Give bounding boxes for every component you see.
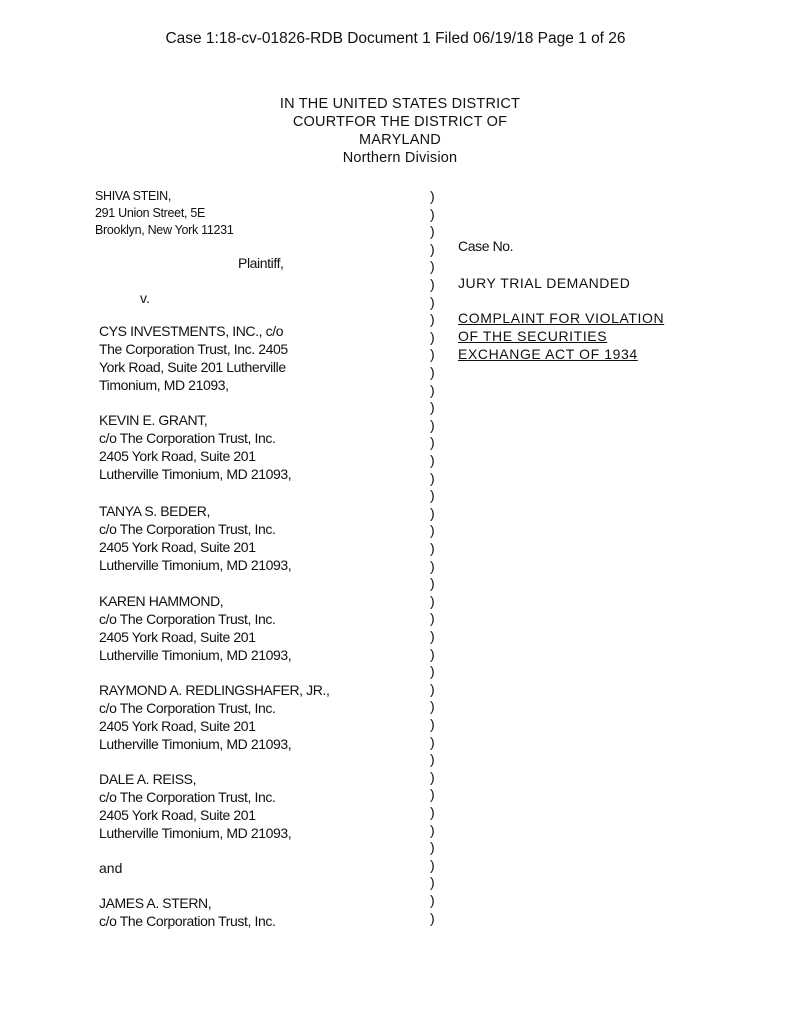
caption-paren: ) (430, 346, 435, 363)
caption-paren: ) (430, 821, 435, 838)
caption-paren: ) (430, 188, 435, 204)
complaint-line: EXCHANGE ACT OF 1934 (458, 346, 638, 362)
caption-paren: ) (430, 751, 435, 768)
defendant-block (99, 322, 288, 394)
caption-paren: ) (430, 276, 435, 292)
defendant-address: The Corporation Trust, Inc. 2405 (99, 341, 288, 357)
caption-paren: ) (430, 663, 435, 680)
caption-paren: ) (430, 733, 435, 750)
defendant-name: RAYMOND A. REDLINGSHAFER, JR., (99, 682, 330, 698)
defendant-address: c/o The Corporation Trust, Inc. (99, 913, 276, 929)
caption-paren: ) (430, 522, 435, 539)
defendant-address: c/o The Corporation Trust, Inc. (99, 611, 276, 627)
caption-paren: ) (430, 645, 435, 662)
caption-paren: ) (430, 540, 435, 556)
caption-paren: ) (430, 293, 435, 310)
caption-paren: ) (430, 364, 435, 380)
court-line: Northern Division (342, 150, 458, 166)
caption-paren: ) (430, 205, 435, 222)
defendant-name: DALE A. REISS, (99, 771, 197, 787)
caption-paren: ) (430, 328, 435, 345)
caption-paren: ) (430, 311, 435, 328)
defendant-address: 2405 York Road, Suite 201 (99, 718, 256, 734)
court-line: COURTFOR THE DISTRICT OF (292, 114, 508, 130)
caption-paren: ) (430, 399, 435, 416)
caption-paren: ) (430, 469, 435, 486)
caption-paren: ) (430, 592, 435, 609)
defendant-address: Lutherville Timonium, MD 21093, (99, 466, 292, 482)
defendant-address: Lutherville Timonium, MD 21093, (99, 825, 292, 841)
case-number-label: Case No. (458, 238, 514, 254)
caption-paren: ) (430, 786, 435, 803)
jury-trial-demanded: JURY TRIAL DEMANDED (458, 275, 631, 291)
defendant-address: Lutherville Timonium, MD 21093, (99, 557, 292, 573)
court-line: IN THE UNITED STATES DISTRICT (279, 96, 521, 112)
court-line: MARYLAND (359, 132, 441, 148)
caption-paren: ) (430, 452, 435, 468)
caption-paren: ) (430, 628, 435, 644)
defendant-address: c/o The Corporation Trust, Inc. (99, 700, 276, 716)
defendant-block (99, 502, 291, 574)
defendant-block (99, 592, 291, 664)
defendant-address: 2405 York Road, Suite 201 (99, 448, 256, 464)
and-text: and (99, 860, 123, 876)
caption-paren: ) (430, 716, 435, 732)
defendant-address: c/o The Corporation Trust, Inc. (99, 789, 276, 805)
caption-paren: ) (430, 892, 435, 908)
complaint-line: COMPLAINT FOR VIOLATION (458, 310, 665, 326)
defendant-block (99, 681, 329, 753)
defendant-name: KAREN HAMMOND, (99, 593, 224, 609)
defendant-block (99, 411, 291, 483)
defendant-block (99, 894, 275, 930)
caption-paren: ) (430, 416, 435, 433)
caption-paren: ) (430, 381, 435, 398)
complaint-line: OF THE SECURITIES (458, 328, 608, 344)
caption-paren: ) (430, 610, 435, 627)
caption-paren: ) (430, 804, 435, 820)
caption-paren: ) (430, 839, 435, 856)
caption-paren: ) (430, 223, 435, 240)
defendant-address: 2405 York Road, Suite 201 (99, 629, 256, 645)
defendant-address: c/o The Corporation Trust, Inc. (99, 521, 276, 537)
complaint-title (458, 309, 664, 363)
court-title (0, 95, 791, 167)
plaintiff-address: 291 Union Street, 5E (95, 206, 206, 220)
defendant-name: KEVIN E. GRANT, (99, 412, 208, 428)
caption-paren: ) (430, 768, 435, 785)
plaintiff-address: Brooklyn, New York 11231 (95, 223, 234, 237)
caption-paren: ) (430, 557, 435, 574)
defendant-address: York Road, Suite 201 Lutherville (99, 359, 286, 375)
caption-paren: ) (430, 434, 435, 451)
case-header: Case 1:18-cv-01826-RDB Document 1 Filed 06/19/18 Page 1 of 26 (165, 30, 626, 47)
defendant-address: Lutherville Timonium, MD 21093, (99, 647, 292, 663)
caption-paren: ) (430, 680, 435, 697)
defendant-name: CYS INVESTMENTS, INC., c/o (99, 323, 284, 339)
versus: v. (140, 290, 150, 306)
defendant-address: c/o The Corporation Trust, Inc. (99, 430, 276, 446)
caption-paren: ) (430, 575, 435, 592)
defendant-address: Lutherville Timonium, MD 21093, (99, 736, 292, 752)
plaintiff-block (95, 188, 234, 239)
defendant-name: JAMES A. STERN, (99, 895, 212, 911)
caption-paren: ) (430, 874, 435, 891)
caption-paren: ) (430, 698, 435, 715)
caption-paren: ) (430, 240, 435, 257)
defendant-address: 2405 York Road, Suite 201 (99, 807, 256, 823)
plaintiff-role: Plaintiff, (238, 255, 284, 271)
caption-paren: ) (430, 504, 435, 521)
caption-paren: ) (430, 487, 435, 504)
defendant-address: Timonium, MD 21093, (99, 377, 229, 393)
defendant-name: TANYA S. BEDER, (99, 503, 210, 519)
plaintiff-name: SHIVA STEIN, (95, 189, 172, 203)
caption-paren: ) (430, 909, 435, 926)
caption-paren: ) (430, 856, 435, 873)
defendant-block (99, 770, 291, 842)
caption-paren: ) (430, 258, 435, 275)
defendant-address: 2405 York Road, Suite 201 (99, 539, 256, 555)
